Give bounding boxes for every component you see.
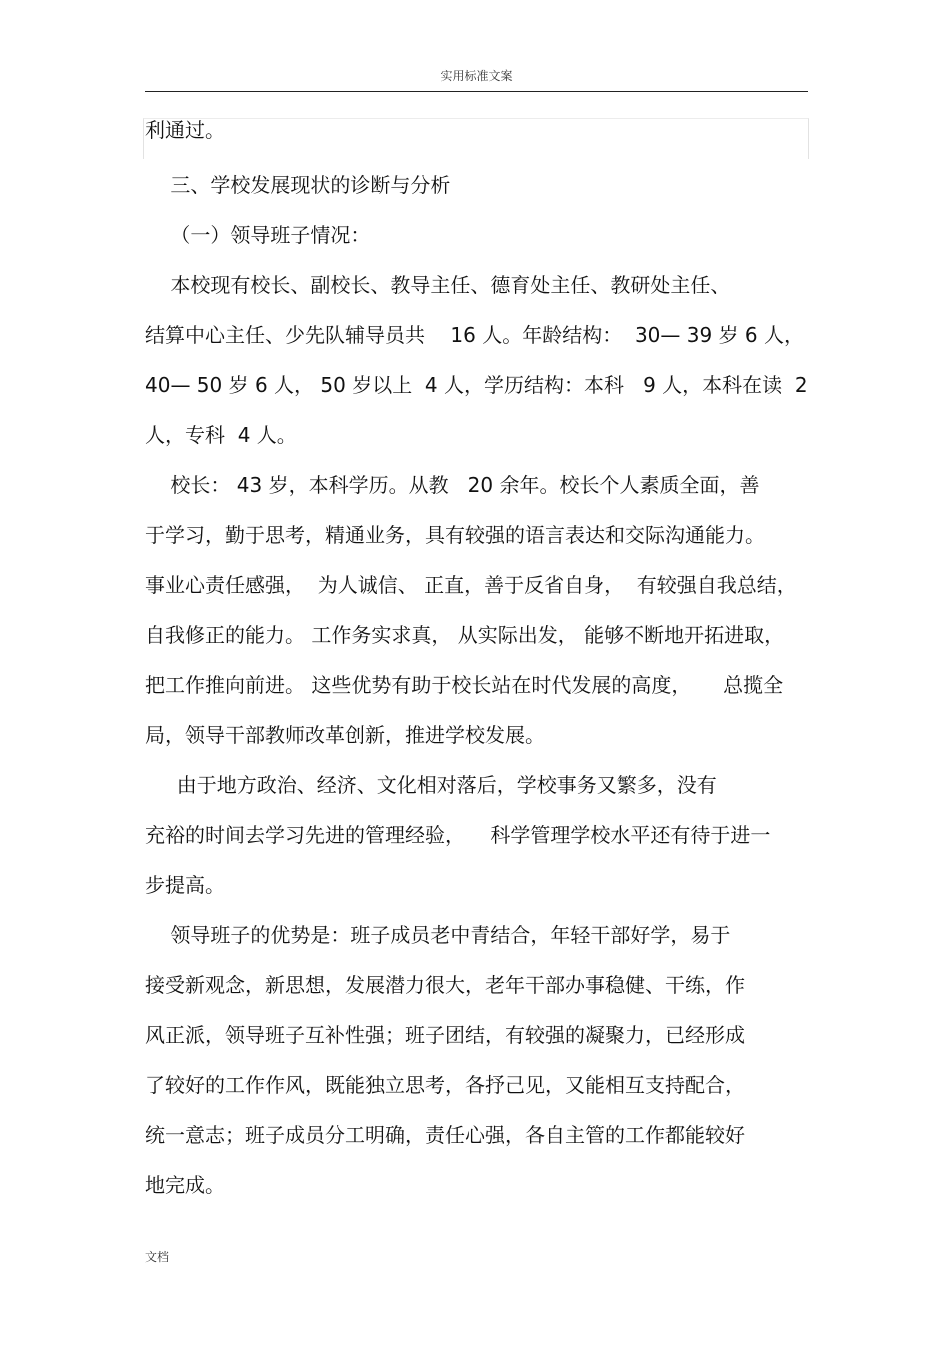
- header-rule: [145, 91, 808, 92]
- body-line: 40— 50 岁 6 人， 50 岁以上 4 人，学历结构：本科 9 人，本科在读 2: [145, 373, 808, 397]
- body-line: 于学习，勤于思考，精通业务，具有较强的语言表达和交际沟通能力。: [145, 523, 765, 547]
- body-line: 事业心责任感强， 为人诚信、 正直，善于反省自身， 有较强自我总结，: [145, 573, 797, 597]
- body-line: 地完成。: [145, 1173, 225, 1197]
- page-footer: 文档: [145, 1250, 170, 1264]
- subsection-heading: （一）领导班子情况：: [145, 223, 371, 247]
- body-line: 人，专科 4 人。: [145, 423, 297, 447]
- body-line: 步提高。: [145, 873, 225, 897]
- body-line: 校长： 43 岁，本科学历。从教 20 余年。校长个人素质全面，善: [145, 473, 760, 497]
- body-line: 局，领导干部教师改革创新，推进学校发展。: [145, 723, 545, 747]
- body-line: 风正派，领导班子互补性强；班子团结，有较强的凝聚力，已经形成: [145, 1023, 745, 1047]
- body-line: 本校现有校长、副校长、教导主任、德育处主任、教研处主任、: [145, 273, 731, 297]
- page-header: 实用标准文案: [440, 69, 513, 83]
- body-line: 利通过。: [145, 118, 225, 142]
- body-line: 充裕的时间去学习先进的管理经验， 科学管理学校水平还有待于进一: [145, 823, 771, 847]
- body-line: 统一意志；班子成员分工明确，责任心强，各自主管的工作都能较好: [145, 1123, 745, 1147]
- body-line: 接受新观念，新思想，发展潜力很大，老年干部办事稳健、干练，作: [145, 973, 745, 997]
- body-line: 领导班子的优势是：班子成员老中青结合，年轻干部好学，易于: [145, 923, 731, 947]
- body-line: 把工作推向前进。 这些优势有助于校长站在时代发展的高度， 总揽全: [145, 673, 784, 697]
- text-fragment-box: [143, 118, 809, 159]
- body-line: 由于地方政治、经济、文化相对落后，学校事务又繁多，没有: [145, 773, 717, 797]
- body-line: 自我修正的能力。 工作务实求真， 从实际出发， 能够不断地开拓进取，: [145, 623, 785, 647]
- section-heading: 三、学校发展现状的诊断与分析: [145, 173, 451, 197]
- body-line: 了较好的工作作风，既能独立思考，各抒己见，又能相互支持配合，: [145, 1073, 745, 1097]
- body-line: 结算中心主任、少先队辅导员共 16 人。年龄结构： 30— 39 岁 6 人，: [145, 323, 805, 347]
